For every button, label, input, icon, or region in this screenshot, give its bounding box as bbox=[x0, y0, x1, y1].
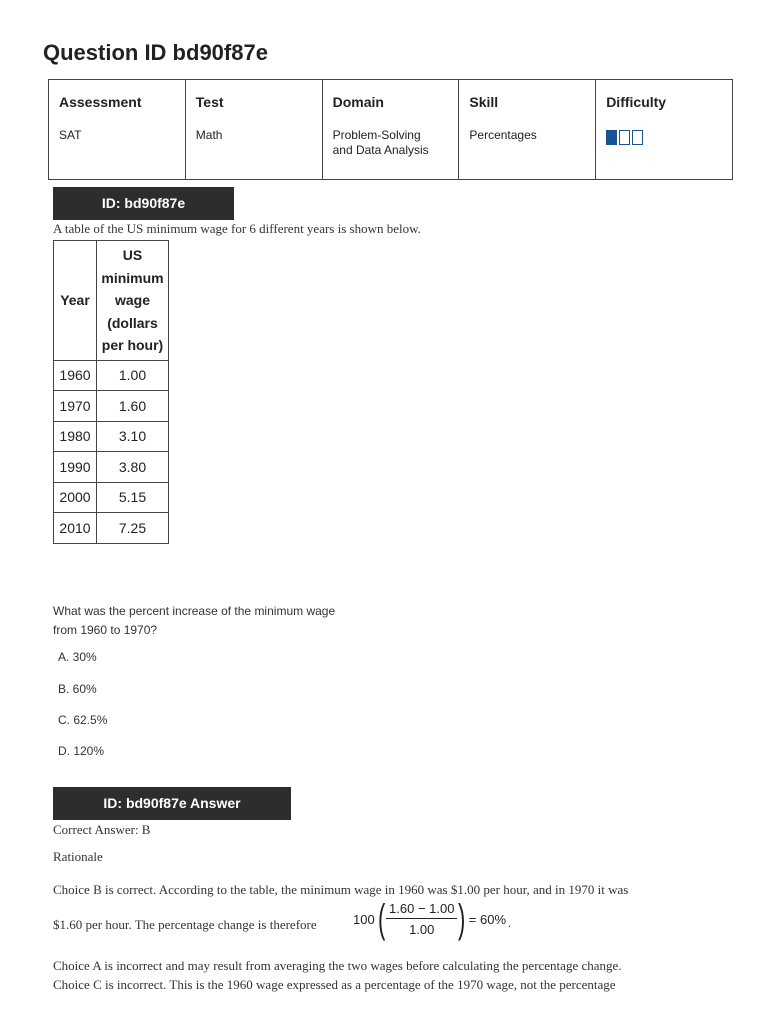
difficulty-square-empty bbox=[619, 130, 630, 145]
rationale-label: Rationale bbox=[53, 849, 103, 864]
meta-header: Assessment bbox=[59, 94, 142, 110]
formula-denominator: 1.00 bbox=[409, 922, 435, 937]
meta-header: Test bbox=[195, 94, 224, 110]
column-header-wage: US minimum wage (dollars per hour) bbox=[97, 241, 169, 361]
formula-numerator: 1.60 − 1.00 bbox=[386, 901, 457, 919]
year-cell: 1990 bbox=[54, 452, 97, 483]
table-row bbox=[54, 360, 169, 391]
meta-cell-skill bbox=[459, 80, 596, 180]
meta-value: Math bbox=[195, 128, 223, 142]
answer-id-banner: ID: bd90f87e Answer bbox=[53, 787, 291, 820]
year-cell: 1980 bbox=[54, 421, 97, 452]
table-row bbox=[54, 391, 169, 422]
year-cell: 2000 bbox=[54, 482, 97, 513]
page-title: Question ID bd90f87e bbox=[43, 40, 268, 65]
formula-coefficient: 100 bbox=[353, 911, 375, 927]
rationale-choice-b-line2: $1.60 per hour. The percentage change is therefore bbox=[53, 917, 317, 932]
meta-cell-difficulty bbox=[596, 80, 733, 180]
formula-fraction bbox=[386, 901, 457, 937]
table-row bbox=[54, 513, 169, 544]
difficulty-square-empty bbox=[632, 130, 643, 145]
difficulty-square-filled bbox=[606, 130, 617, 145]
meta-cell-assessment bbox=[49, 80, 186, 180]
meta-cell-test bbox=[185, 80, 322, 180]
question-meta-table bbox=[48, 79, 733, 180]
meta-header: Difficulty bbox=[606, 94, 667, 110]
year-cell: 2010 bbox=[54, 513, 97, 544]
table-row bbox=[54, 452, 169, 483]
formula-period: . bbox=[508, 918, 511, 930]
answer-choice-b: B. 60% bbox=[58, 682, 97, 696]
meta-cell-domain bbox=[322, 80, 459, 180]
minimum-wage-table bbox=[53, 240, 169, 544]
wage-cell: 3.80 bbox=[97, 452, 169, 483]
wage-cell: 3.10 bbox=[97, 421, 169, 452]
answer-choice-a: A. 30% bbox=[58, 650, 97, 664]
meta-header: Skill bbox=[469, 94, 499, 110]
column-header-year: Year bbox=[54, 241, 97, 361]
correct-answer: Correct Answer: B bbox=[53, 822, 151, 837]
right-paren: ) bbox=[458, 897, 466, 941]
answer-choice-d: D. 120% bbox=[58, 744, 105, 758]
rationale-choice-a: Choice A is incorrect and may result from averaging the two wages before calculating the percentage change. bbox=[53, 958, 622, 973]
meta-value: Percentages bbox=[469, 128, 537, 142]
table-row bbox=[54, 421, 169, 452]
question-text: What was the percent increase of the minimum wage from 1960 to 1970? bbox=[53, 604, 336, 637]
formula-result: = 60% bbox=[468, 911, 507, 927]
difficulty-indicator bbox=[606, 130, 643, 145]
question-intro: A table of the US minimum wage for 6 different years is shown below. bbox=[53, 221, 421, 236]
year-cell: 1970 bbox=[54, 391, 97, 422]
percentage-change-formula bbox=[353, 897, 511, 941]
meta-header: Domain bbox=[332, 94, 384, 110]
rationale-choice-c: Choice C is incorrect. This is the 1960 wage expressed as a percentage of the 1970 wage, not the percentage bbox=[53, 977, 616, 992]
meta-value: SAT bbox=[59, 128, 82, 142]
wage-cell: 7.25 bbox=[97, 513, 169, 544]
meta-value: Problem-Solving and Data Analysis bbox=[332, 128, 429, 157]
wage-cell: 1.60 bbox=[97, 391, 169, 422]
answer-choice-c: C. 62.5% bbox=[58, 713, 108, 727]
question-id-banner: ID: bd90f87e bbox=[53, 187, 234, 220]
rationale-choice-b-line1: Choice B is correct. According to the table, the minimum wage in 1960 was $1.00 per hour, and in 1970 it was bbox=[53, 882, 629, 897]
table-row bbox=[54, 482, 169, 513]
wage-cell: 1.00 bbox=[97, 360, 169, 391]
left-paren: ( bbox=[377, 897, 386, 941]
wage-cell: 5.15 bbox=[97, 482, 169, 513]
year-cell: 1960 bbox=[54, 360, 97, 391]
